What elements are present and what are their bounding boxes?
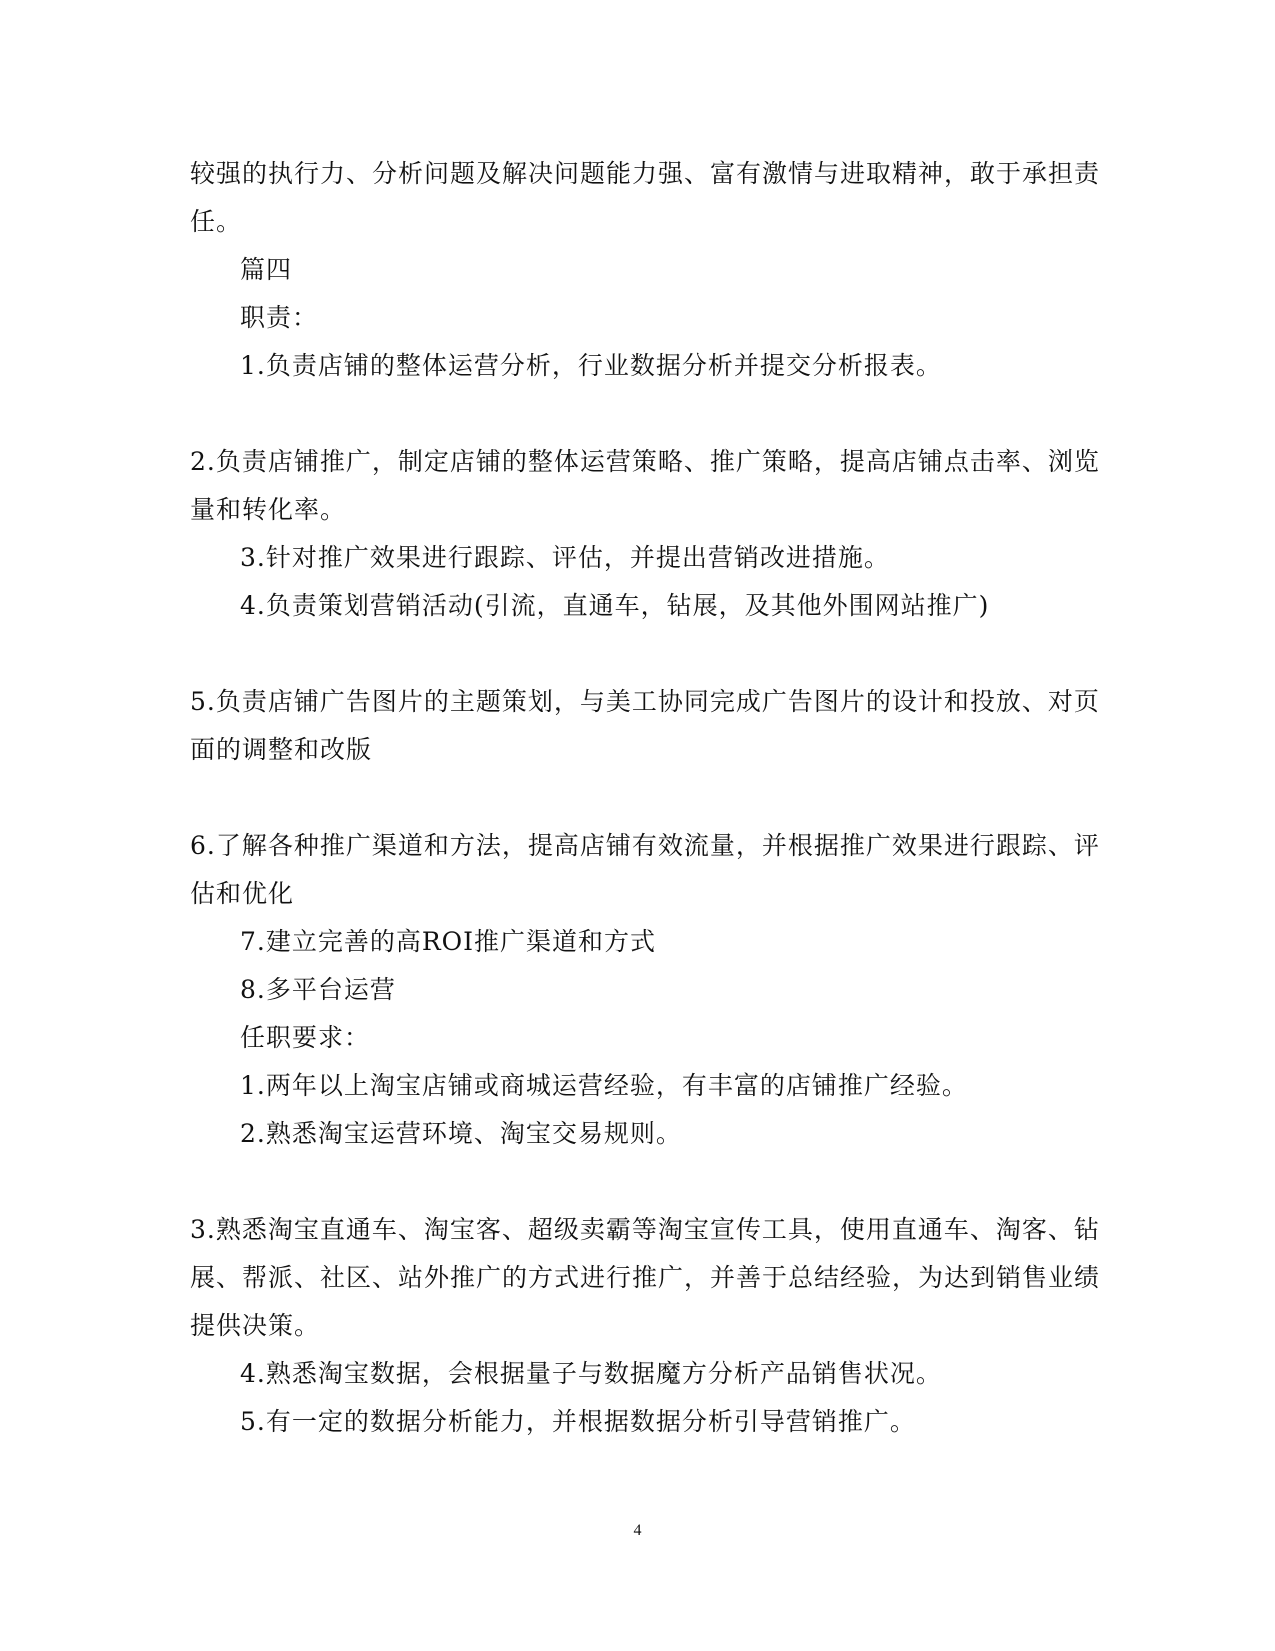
list-item-continued: 量和转化率。 [190,495,347,524]
list-item: 4.熟悉淘宝数据，会根据量子与数据魔方分析产品销售状况。 [240,1359,942,1388]
list-item: 8.多平台运营 [240,975,396,1004]
paragraph-gap [190,1158,1070,1206]
list-item: 1.两年以上淘宝店铺或商城运营经验，有丰富的店铺推广经验。 [240,1071,968,1100]
subheading-requirements: 任职要求： [240,1023,371,1052]
list-item: 5.负责店铺广告图片的主题策划，与美工协同完成广告图片的设计和投放、对页 [190,687,1100,716]
paragraph-gap [190,630,1070,678]
paragraph-line: 较强的执行力、分析问题及解决问题能力强、富有激情与进取精神，敢于承担责 [190,159,1101,188]
list-item-continued: 提供决策。 [190,1311,321,1340]
list-item: 7.建立完善的高ROI推广渠道和方式 [240,927,657,956]
paragraph-gap [190,390,1070,438]
list-item-continued: 面的调整和改版 [190,735,373,764]
paragraph-line: 任。 [190,207,243,236]
list-item: 2.熟悉淘宝运营环境、淘宝交易规则。 [240,1119,682,1148]
section-heading: 篇四 [240,255,293,284]
list-item-continued: 估和优化 [190,879,295,908]
list-item-continued: 展、帮派、社区、站外推广的方式进行推广，并善于总结经验，为达到销售业绩 [190,1263,1101,1292]
list-item: 3.熟悉淘宝直通车、淘宝客、超级卖霸等淘宝宣传工具，使用直通车、淘客、钻 [190,1215,1100,1244]
list-item: 2.负责店铺推广，制定店铺的整体运营策略、推广策略，提高店铺点击率、浏览 [190,447,1100,476]
list-item: 6.了解各种推广渠道和方法，提高店铺有效流量，并根据推广效果进行跟踪、评 [190,831,1100,860]
list-item: 1.负责店铺的整体运营分析，行业数据分析并提交分析报表。 [240,351,942,380]
page-number: 4 [633,1522,642,1539]
paragraph-gap [190,774,1070,822]
list-item: 5.有一定的数据分析能力，并根据数据分析引导营销推广。 [240,1407,916,1436]
list-item: 4.负责策划营销活动(引流，直通车，钻展，及其他外围网站推广) [240,591,990,620]
document-body [190,150,1101,1446]
list-item: 3.针对推广效果进行跟踪、评估，并提出营销改进措施。 [240,543,890,572]
subheading-duties: 职责： [240,303,319,332]
